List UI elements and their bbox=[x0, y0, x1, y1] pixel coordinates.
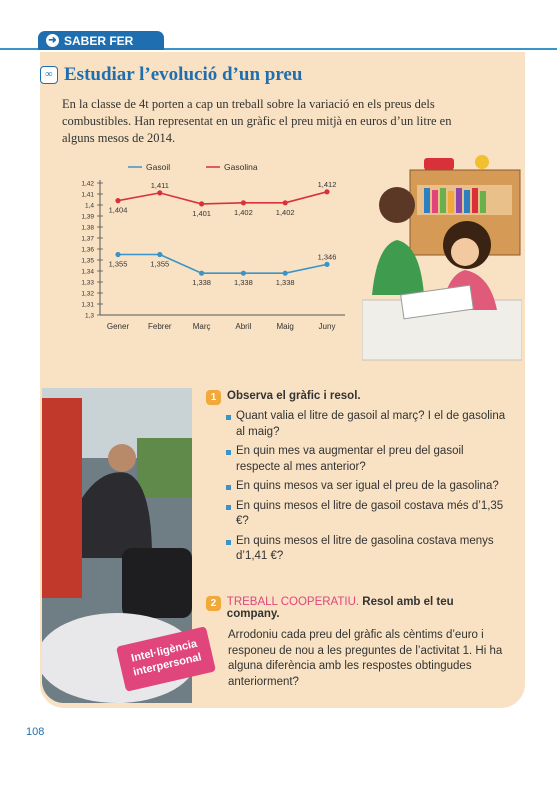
x-tick-label: Abril bbox=[235, 322, 252, 331]
x-tick-label: Gener bbox=[106, 322, 130, 331]
price-chart bbox=[60, 155, 360, 335]
data-point bbox=[324, 189, 329, 194]
question-item: En quins mesos el litre de gasoil costava més d’1,35 €? bbox=[206, 499, 506, 530]
data-label: 1,346 bbox=[317, 252, 337, 262]
data-label: 1,412 bbox=[317, 179, 337, 189]
y-tick-label: 1,42 bbox=[81, 180, 94, 188]
activity-heading: Observa el gràfic i resol. bbox=[227, 390, 361, 402]
page-number: 108 bbox=[26, 726, 45, 738]
data-point bbox=[241, 200, 246, 205]
data-label: 1,355 bbox=[150, 259, 170, 269]
y-tick-label: 1,37 bbox=[81, 235, 94, 243]
title-text: Estudiar l’evolució d’un preu bbox=[64, 64, 303, 85]
data-point bbox=[115, 198, 120, 203]
section-title bbox=[40, 64, 302, 86]
data-point bbox=[157, 190, 162, 195]
series-line bbox=[118, 255, 327, 274]
cooperative-label: TREBALL COOPERATIU. bbox=[226, 596, 360, 608]
data-label: 1,404 bbox=[108, 205, 128, 215]
data-point bbox=[115, 252, 120, 257]
y-tick-label: 1,34 bbox=[81, 268, 94, 276]
data-label: 1,338 bbox=[275, 278, 295, 288]
data-label: 1,402 bbox=[234, 207, 253, 217]
data-point bbox=[199, 271, 204, 276]
y-tick-label: 1,33 bbox=[81, 279, 94, 287]
students-illustration bbox=[362, 150, 522, 365]
data-point bbox=[324, 262, 329, 267]
section-tab bbox=[38, 31, 164, 50]
x-tick-label: Febrer bbox=[148, 322, 172, 331]
data-point bbox=[199, 201, 204, 206]
data-point bbox=[157, 252, 162, 257]
y-tick-label: 1,35 bbox=[81, 257, 94, 265]
series-line bbox=[118, 192, 327, 204]
question-item: En quins mesos el litre de gasolina costava menys d’1,41 €? bbox=[206, 534, 506, 565]
y-tick-label: 1,41 bbox=[81, 191, 94, 199]
data-point bbox=[283, 271, 288, 276]
data-point bbox=[283, 200, 288, 205]
data-label: 1,401 bbox=[192, 208, 211, 218]
y-tick-label: 1,38 bbox=[81, 224, 94, 232]
y-tick-label: 1,36 bbox=[81, 246, 94, 254]
activity-number: 2 bbox=[206, 596, 221, 611]
data-point bbox=[241, 271, 246, 276]
x-tick-label: Març bbox=[192, 322, 211, 331]
y-tick-label: 1,39 bbox=[81, 213, 94, 221]
intro-paragraph: En la classe de 4t porten a cap un treball sobre la variació en els preus dels combustibles. Han representat en un gràfic el preu mitjà en euros d’un litre en alguns mesos de 2014. bbox=[62, 97, 452, 145]
y-tick-label: 1,32 bbox=[81, 290, 94, 298]
question-item: Quant valia el litre de gasoil al març? I el de gasolina al maig? bbox=[206, 409, 506, 440]
y-tick-label: 1,31 bbox=[81, 301, 94, 309]
y-tick-label: 1,3 bbox=[84, 312, 94, 320]
question-item: En quins mesos va ser igual el preu de la gasolina? bbox=[206, 479, 506, 495]
x-tick-label: Juny bbox=[318, 322, 336, 331]
y-tick-label: 1,4 bbox=[84, 202, 94, 210]
activity-text: Arrodoniu cada preu del gràfic als cèntims d’euro i responeu de nou a les preguntes de l’activitat 1. Hi ha alguna diferència amb les respostes obtingudes anteriorment? bbox=[228, 629, 503, 688]
tab-label: SABER FER bbox=[64, 33, 134, 48]
question-item: En quin mes va augmentar el preu del gasoil respecte al mes anterior? bbox=[206, 444, 506, 475]
data-label: 1,338 bbox=[234, 278, 253, 288]
activity-number: 1 bbox=[206, 390, 221, 405]
link-icon: ∞ bbox=[40, 66, 58, 84]
data-label: 1,338 bbox=[192, 278, 211, 288]
legend-label: Gasoil bbox=[146, 162, 171, 172]
data-label: 1,411 bbox=[150, 180, 169, 190]
activity-1 bbox=[206, 390, 506, 565]
activity-heading: Resol amb el teu company. bbox=[226, 596, 454, 620]
x-tick-label: Maig bbox=[276, 322, 294, 331]
activity-2 bbox=[206, 596, 506, 690]
arrow-right-icon: ➜ bbox=[46, 34, 59, 47]
data-label: 1,402 bbox=[275, 207, 295, 217]
data-label: 1,355 bbox=[108, 259, 128, 269]
legend-label: Gasolina bbox=[224, 162, 258, 172]
intelligence-badge: Intel·ligència interpersonal bbox=[116, 626, 216, 692]
